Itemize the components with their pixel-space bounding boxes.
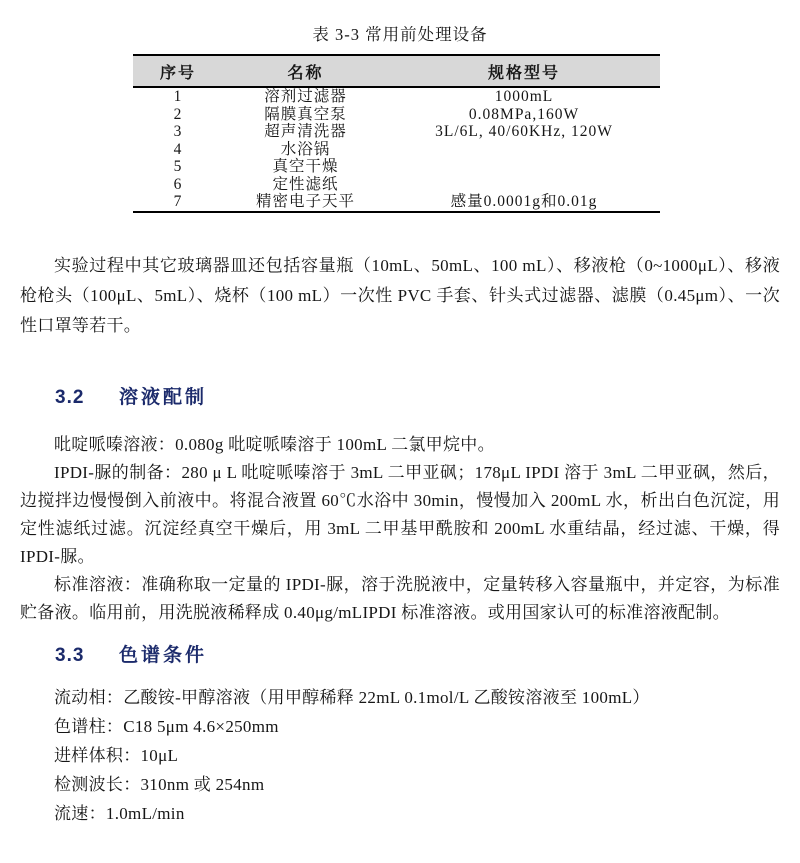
section-number: 3.2: [55, 386, 85, 408]
cell-spec: [388, 158, 660, 176]
cell-name: 超声清洗器: [264, 123, 347, 140]
column-header-name: 名称: [223, 55, 388, 87]
cell-spec: 1000mL: [494, 88, 554, 105]
cell-name: 真空干燥: [272, 158, 339, 175]
column-header-spec: 规格型号: [388, 55, 660, 87]
line-flow-rate: 流速：1.0mL/min: [54, 803, 185, 823]
cell-index: 2: [173, 105, 183, 123]
cell-name: 水浴锅: [280, 140, 331, 158]
chromatography-conditions: [20, 683, 780, 828]
table-header-row: [133, 55, 660, 87]
cell-spec: 3L/6L, 40/60KHz, 120W: [435, 123, 613, 140]
table-row: [133, 141, 660, 159]
table-caption: 表 3-3 常用前处理设备: [312, 25, 488, 44]
paragraph-ipdi-urea-preparation: IPDI-脲的制备：280 μ L 吡啶哌嗪溶于 3mL 二甲亚砜；178μL IPDI 溶于 3mL 二甲亚砜，然后，边搅拌边慢慢倒入前液中。将混合液置 60℃水浴中 30min，慢慢加入 200mL 水，析出白色沉淀，用定性滤纸过滤。沉淀经真空干燥后，用 3mL 二甲基甲酰胺和 200mL 水重结晶，经过滤、干燥，得 IPDI-脲。: [20, 462, 780, 566]
table-row: [133, 106, 660, 124]
cell-name: 隔膜真空泵: [264, 105, 347, 123]
cell-name: 定性滤纸: [272, 175, 339, 193]
cell-index: 7: [173, 193, 183, 210]
table-row: [133, 123, 660, 141]
table-row: [133, 87, 660, 106]
table-row: [133, 193, 660, 212]
cell-index: 5: [173, 158, 183, 175]
section-number: 3.3: [55, 644, 85, 666]
paragraph-standard-solution: 标准溶液：准确称取一定量的 IPDI-脲，溶于洗脱液中，定量转移入容量瓶中，并定容，为标准贮备液。临用前，用洗脱液稀释成 0.40μg/mLIPDI 标准溶液。或用国家认可的标准溶液配制。: [20, 574, 780, 622]
paragraph-pyridine-piperazine-solution: 吡啶哌嗪溶液：0.080g 吡啶哌嗪溶于 100mL 二氯甲烷中。: [54, 434, 495, 454]
line-mobile-phase: 流动相：乙酸铵-甲醇溶液（用甲醇稀释 22mL 0.1mol/L 乙酸铵溶液至 100mL）: [54, 687, 650, 707]
section-heading-3-2: [20, 385, 780, 411]
equipment-table: [133, 54, 660, 213]
cell-index: 3: [173, 123, 183, 140]
section-heading-3-3: [20, 643, 780, 669]
table-row: [133, 158, 660, 176]
line-column: 色谱柱：C18 5μm 4.6×250mm: [54, 716, 279, 736]
cell-index: 1: [173, 88, 183, 105]
cell-name: 溶剂过滤器: [264, 88, 347, 105]
cell-index: 6: [173, 175, 183, 193]
paragraph-other-glassware: 实验过程中其它玻璃器皿还包括容量瓶（10mL、50mL、100 mL）、移液枪（0~1000μL）、移液枪枪头（100μL、5mL）、烧杯（100 mL）一次性 PVC 手套、针头式过滤器、滤膜（0.45μm）、一次性口罩等若干。: [20, 255, 780, 335]
line-detection-wavelength: 检测波长：310nm 或 254nm: [54, 774, 265, 794]
cell-spec: [388, 176, 660, 194]
column-header-index: 序号: [133, 55, 223, 87]
cell-spec: 0.08MPa,160W: [468, 105, 580, 123]
table-row: [133, 176, 660, 194]
cell-name: 精密电子天平: [255, 193, 355, 210]
cell-spec: 感量0.0001g和0.01g: [450, 193, 598, 210]
section-title: 色谱条件: [119, 644, 208, 666]
cell-spec: [388, 141, 660, 159]
section-title: 溶液配制: [119, 386, 208, 408]
cell-index: 4: [173, 140, 183, 158]
line-injection-volume: 进样体积：10μL: [54, 745, 179, 765]
